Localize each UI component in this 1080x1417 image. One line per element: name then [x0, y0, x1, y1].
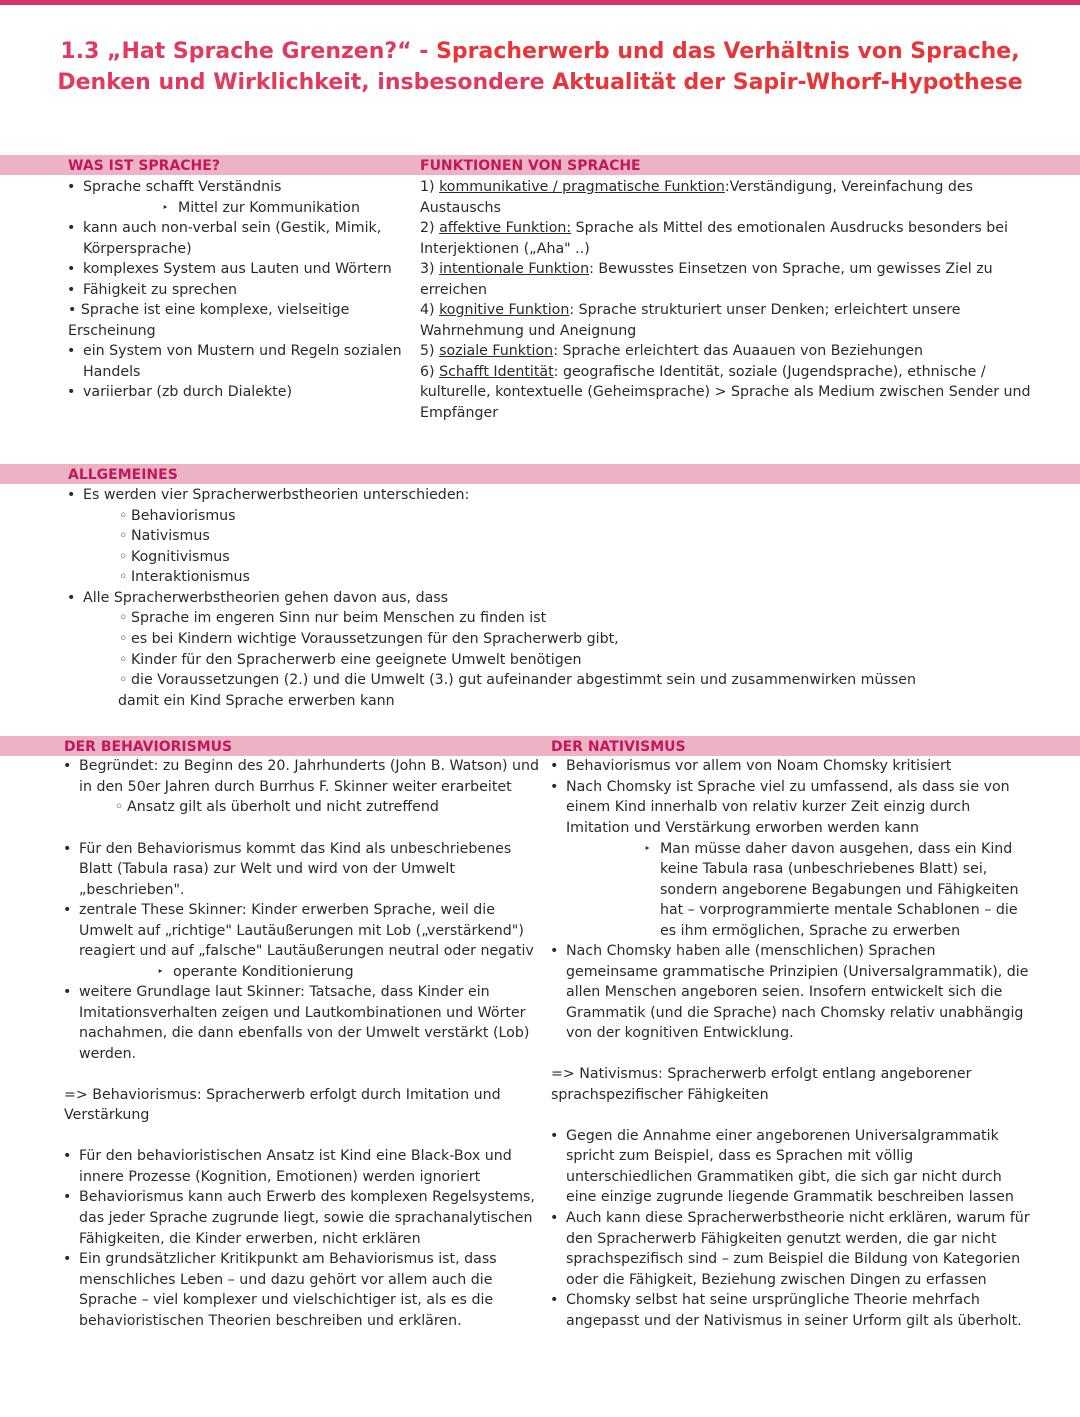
list-item: • Nach Chomsky ist Sprache viel zu umfassend, als dass sie von: [566, 777, 1010, 797]
list-item: • ein System von Mustern und Regeln sozialen: [83, 341, 402, 361]
list-item: unterschiedlichen Grammatiken gibt, die sich gar nicht durch: [566, 1169, 1002, 1185]
list-item: Blatt (Tabula rasa) zur Welt und wird von der Umwelt: [79, 861, 455, 877]
list-item: Körpersprache): [83, 241, 192, 257]
list-item: • Behaviorismus vor allem von Noam Chomsky kritisiert: [566, 756, 951, 776]
list-item: Fähigkeiten, die Kinder erwerben, nicht erklären: [79, 1231, 421, 1247]
list-item: ‣ Mittel zur Kommunikation: [178, 198, 360, 218]
list-item: Sprache – viel komplexer und vielschichtiger ist, als es die: [79, 1292, 494, 1308]
list-item: Austauschs: [420, 200, 501, 216]
list-item: 2) affektive Funktion: Sprache als Mittel des emotionalen Ausdrucks besonders bei: [420, 220, 1008, 236]
list-item: angepasst und der Nativismus in seiner Urform gilt als überholt.: [566, 1313, 1022, 1329]
list-item: ◦ es bei Kindern wichtige Voraussetzungen für den Spracherwerb gibt,: [131, 629, 619, 649]
list-item: es ihm ermöglichen, Sprache zu erwerben: [660, 923, 961, 939]
top-accent-bar: [0, 0, 1080, 5]
list-item: ◦ Sprache im engeren Sinn nur beim Menschen zu finden ist: [131, 608, 546, 628]
list-item: den Spracherwerb Fähigkeiten genutzt werden, die gar nicht: [566, 1231, 997, 1247]
list-item: • Gegen die Annahme einer angeborenen Universalgrammatik: [566, 1126, 999, 1146]
list-item: ◦ Kognitivismus: [131, 547, 230, 567]
heading-was-ist-sprache: WAS IST SPRACHE?: [68, 158, 220, 174]
list-item: oder die Fähigkeit, Beziehung zwischen Dingen zu erfassen: [566, 1272, 987, 1288]
list-item: • Auch kann diese Spracherwerbstheorie nicht erklären, warum für: [566, 1208, 1030, 1228]
list-item: hat – vorprogrammierte mentale Schablonen – die: [660, 902, 1018, 918]
list-item: • Sprache schafft Verständnis: [83, 177, 281, 197]
list-item: 6) Schafft Identität: geografische Identität, soziale (Jugendsprache), ethnische /: [420, 364, 986, 380]
list-item: Umwelt auf „richtige" Lautäußerungen mit Lob („verstärkend"): [79, 923, 524, 939]
list-item: Imitation und Verstärkung erworben werden kann: [566, 820, 920, 836]
list-item: Imitationsverhalten zeigen und Lautkombinationen und Wörter: [79, 1005, 526, 1021]
list-item: ◦ Interaktionismus: [131, 567, 250, 587]
list-item: 1) kommunikative / pragmatische Funktion:Verständigung, Vereinfachung des: [420, 179, 974, 195]
list-item: innere Prozesse (Kognition, Emotionen) werden ignoriert: [79, 1169, 481, 1185]
list-item: behavioristischen Theorien beschreiben und erklären.: [79, 1313, 462, 1329]
list-item: damit ein Kind Sprache erwerben kann: [118, 693, 395, 709]
list-item: kulturelle, kontextuelle (Geheimsprache) > Sprache als Medium zwischen Sender und: [420, 384, 1031, 400]
list-item: => Behaviorismus: Spracherwerb erfolgt durch Imitation und: [64, 1087, 501, 1103]
list-item: werden.: [79, 1046, 137, 1062]
list-item: • Nach Chomsky haben alle (menschlichen) Sprachen: [566, 941, 936, 961]
list-item: 5) soziale Funktion: Sprache erleichtert das Auaauen von Beziehungen: [420, 343, 923, 359]
list-item: 3) intentionale Funktion: Bewusstes Einsetzen von Sprache, um gewisses Ziel zu: [420, 261, 993, 277]
list-item: Verstärkung: [64, 1107, 150, 1123]
list-item: • Ein grundsätzlicher Kritikpunkt am Behaviorismus ist, dass: [79, 1249, 497, 1269]
list-item: 4) kognitive Funktion: Sprache strukturiert unser Denken; erleichtert unsere: [420, 302, 961, 318]
list-item: • Für den Behaviorismus kommt das Kind als unbeschriebenes: [79, 839, 511, 859]
list-item: Interjektionen („Aha" ..): [420, 241, 590, 257]
list-item: • Alle Spracherwerbstheorien gehen davon aus, dass: [83, 588, 448, 608]
list-item: ◦ Behaviorismus: [131, 506, 236, 526]
page-title: 1.3 „Hat Sprache Grenzen?“ - Spracherwerb und das Verhältnis von Sprache, Denken und Wirklichkeit, insbesondere Aktualität der Sapir-Whorf-Hypothese: [57, 39, 1023, 95]
list-item: • Für den behavioristischen Ansatz ist Kind eine Black-Box und: [79, 1146, 512, 1166]
list-item: „beschrieben".: [79, 882, 185, 898]
list-item: ‣ Man müsse daher davon ausgehen, dass ein Kind: [660, 839, 1012, 859]
list-item: • weitere Grundlage laut Skinner: Tatsache, dass Kinder ein: [79, 982, 490, 1002]
list-item: • Begründet: zu Beginn des 20. Jahrhunderts (John B. Watson) und: [79, 756, 539, 776]
list-item: menschliches Leben – und dazu gehört vor allem auch die: [79, 1272, 493, 1288]
list-item: von der kognitiven Entwicklung.: [566, 1025, 794, 1041]
list-item: spricht zum Beispiel, dass es Sprachen mit völlig: [566, 1148, 914, 1164]
list-item: • Es werden vier Spracherwerbstheorien unterschieden:: [83, 485, 469, 505]
list-item: • variierbar (zb durch Dialekte): [83, 382, 292, 402]
heading-nativismus: DER NATIVISMUS: [551, 739, 686, 755]
list-item: eine einzige zugrunde liegende Grammatik beschreiben lassen: [566, 1189, 1014, 1205]
list-item: Handels: [83, 364, 141, 380]
list-item: ◦ die Voraussetzungen (2.) und die Umwelt (3.) gut aufeinander abgestimmt sein und zusammenwirken müssen: [131, 670, 916, 690]
heading-behaviorismus: DER BEHAVIORISMUS: [64, 739, 233, 755]
list-item: erreichen: [420, 282, 488, 298]
list-item: reagiert und auf „falsche" Lautäußerungen neutral oder negativ: [79, 943, 534, 959]
list-item: Erscheinung: [68, 323, 156, 339]
list-item: => Nativismus: Spracherwerb erfolgt entlang angeborener: [551, 1066, 972, 1082]
list-item: das jeder Sprache zugrunde liegt, sowie die sprachanalytischen: [79, 1210, 533, 1226]
list-item: sprachspezifisch sind – zum Beispiel die Bildung von Kategorien: [566, 1251, 1021, 1267]
list-item: in den 50er Jahren durch Burrhus F. Skinner weiter erarbeitet: [79, 779, 512, 795]
list-item: • Chomsky selbst hat seine ursprüngliche Theorie mehrfach: [566, 1290, 980, 1310]
list-item: • kann auch non-verbal sein (Gestik, Mimik,: [83, 218, 381, 238]
list-item: Empfänger: [420, 405, 499, 421]
list-item: ◦ Ansatz gilt als überholt und nicht zutreffend: [127, 797, 439, 817]
list-item: ◦ Kinder für den Spracherwerb eine geeignete Umwelt benötigen: [131, 650, 581, 670]
list-item: sprachspezifischer Fähigkeiten: [551, 1087, 769, 1103]
heading-funktionen: FUNKTIONEN VON SPRACHE: [420, 158, 641, 174]
list-item: Grammatik (und die Sprache) nach Chomsky relativ unabhängig: [566, 1005, 1024, 1021]
list-item: ◦ Nativismus: [131, 526, 210, 546]
list-item: einem Kind innerhalb von relativ kurzer Zeit einzig durch: [566, 799, 971, 815]
list-item: • komplexes System aus Lauten und Wörtern: [83, 259, 392, 279]
list-item: gemeinsame grammatische Prinzipien (Universalgrammatik), die: [566, 964, 1029, 980]
list-item: Wahrnehmung und Aneignung: [420, 323, 637, 339]
list-item: • Fähigkeit zu sprechen: [83, 280, 237, 300]
list-item: • Behaviorismus kann auch Erwerb des komplexen Regelsystems,: [79, 1187, 535, 1207]
list-item: • Sprache ist eine komplexe, vielseitige: [68, 302, 350, 318]
list-item: ‣ operante Konditionierung: [173, 962, 354, 982]
list-item: nachahmen, die dann ebenfalls von der Umwelt verstärkt (Lob): [79, 1025, 530, 1041]
list-item: • zentrale These Skinner: Kinder erwerben Sprache, weil die: [79, 900, 495, 920]
heading-allgemeines: ALLGEMEINES: [68, 467, 178, 483]
list-item: allen Menschen angeboren seien. Insofern entwickelt sich die: [566, 984, 1003, 1000]
list-item: keine Tabula rasa (unbeschriebenes Blatt) sei,: [660, 861, 988, 877]
list-item: sondern angeborene Begabungen und Fähigkeiten: [660, 882, 1019, 898]
